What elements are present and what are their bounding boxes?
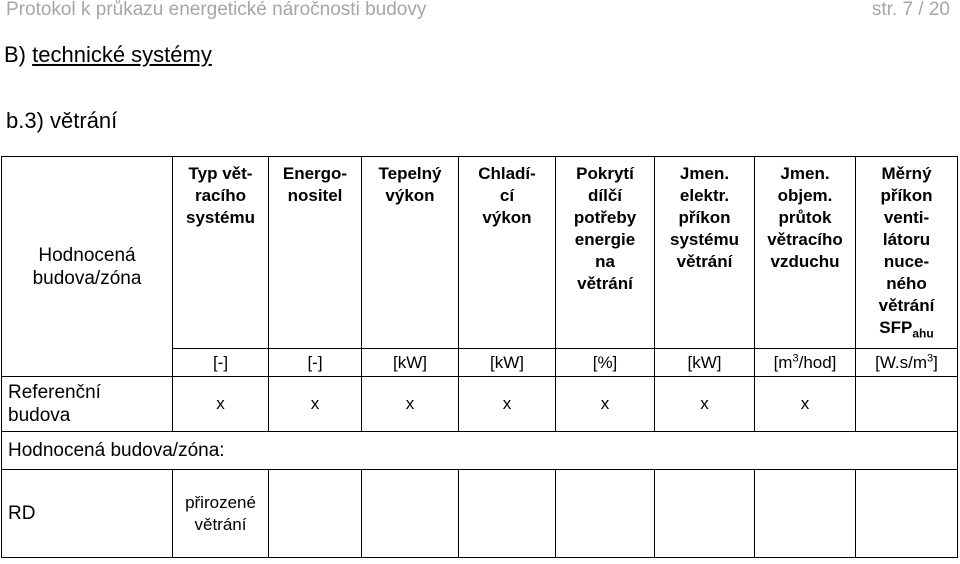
ventilation-table <box>1 156 958 558</box>
reference-value-electric-input: x <box>655 377 755 432</box>
unit-sfp-sup: 3 <box>927 351 934 364</box>
document-header-title: Protokol k průkazu energetické náročnosti budovy <box>6 0 427 20</box>
zone-ventilation-type: přirozené větrání <box>173 470 269 558</box>
col-header-energy-carrier: Energo- nositel <box>269 157 362 349</box>
col-header-electric-input: Jmen. elektr. příkon systému větrání <box>655 157 755 349</box>
unit-cooling-output: [kW] <box>459 349 556 377</box>
zone-row <box>2 470 958 558</box>
section-title <box>4 42 212 68</box>
section-name: technické systémy <box>32 42 212 67</box>
header-row <box>2 157 958 349</box>
zone-electric-input <box>655 470 755 558</box>
reference-value-cooling-output: x <box>459 377 556 432</box>
page-number: str. 7 / 20 <box>871 0 950 20</box>
zone-name: RD <box>2 470 173 558</box>
unit-airflow <box>755 349 856 377</box>
zone-airflow <box>755 470 856 558</box>
reference-value-heat-output: x <box>362 377 459 432</box>
section-prefix: B) <box>4 42 33 67</box>
zone-heading: Hodnocená budova/zóna: <box>2 432 269 470</box>
zone-sfp <box>856 470 958 558</box>
unit-sfp-tail: ] <box>933 352 938 372</box>
unit-type: [-] <box>173 349 269 377</box>
unit-coverage: [%] <box>556 349 655 377</box>
zone-energy-carrier <box>269 470 362 558</box>
col-header-sfp-sub: ahu <box>912 326 934 341</box>
unit-electric-input: [kW] <box>655 349 755 377</box>
unit-energy-carrier: [-] <box>269 349 362 377</box>
col-header-heat-output: Tepelný výkon <box>362 157 459 349</box>
col-header-coverage: Pokrytí dílčí potřeby energie na větrání <box>556 157 655 349</box>
unit-sfp-base: [W.s/m <box>875 352 928 372</box>
zone-coverage <box>556 470 655 558</box>
zone-heat-output <box>362 470 459 558</box>
zone-heading-filler <box>269 432 958 470</box>
col-header-type: Typ vět- racího systému <box>173 157 269 349</box>
unit-airflow-tail: /hod] <box>798 352 837 372</box>
zone-cooling-output <box>459 470 556 558</box>
reference-value-airflow: x <box>755 377 856 432</box>
zone-heading-row <box>2 432 958 470</box>
corner-label: Hodnocená budova/zóna <box>2 157 173 377</box>
reference-building-row <box>2 377 958 432</box>
col-header-cooling-output: Chladí- cí výkon <box>459 157 556 349</box>
col-header-sfp <box>856 157 958 349</box>
reference-building-label: Referenční budova <box>2 377 173 432</box>
reference-value-sfp <box>856 377 958 432</box>
unit-airflow-sup: 3 <box>792 351 799 364</box>
subsection-title: b.3) větrání <box>6 108 118 133</box>
reference-value-type: x <box>173 377 269 432</box>
unit-airflow-base: [m <box>773 352 793 372</box>
unit-sfp <box>856 349 958 377</box>
reference-value-energy-carrier: x <box>269 377 362 432</box>
col-header-airflow: Jmen. objem. průtok větracího vzduchu <box>755 157 856 349</box>
unit-heat-output: [kW] <box>362 349 459 377</box>
col-header-sfp-text: Měrný příkon venti- látoru nuce- ného větrání SFP <box>878 164 935 337</box>
reference-value-coverage: x <box>556 377 655 432</box>
